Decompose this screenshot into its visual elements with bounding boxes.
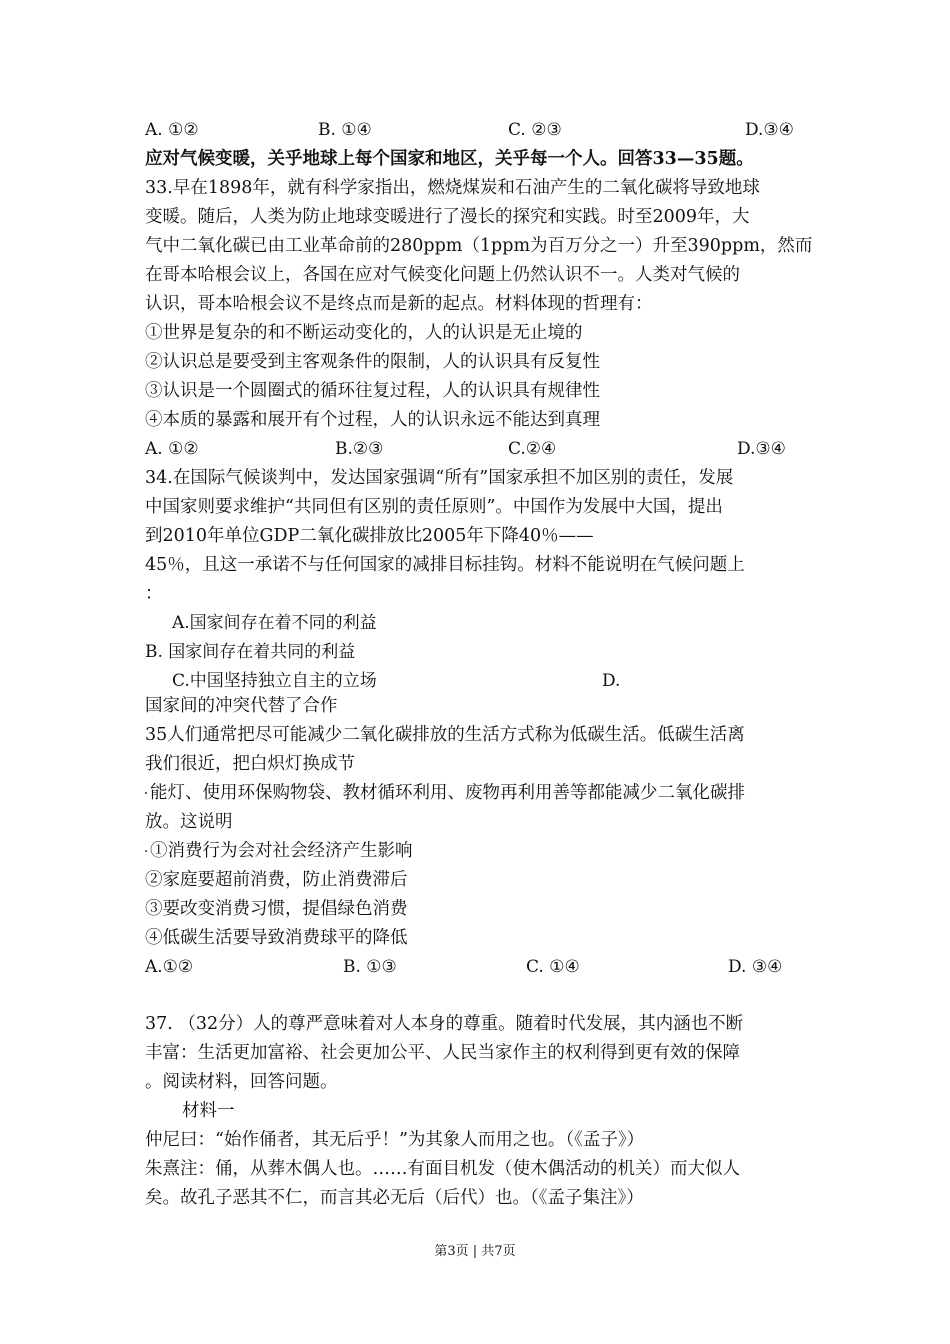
q33-option-b: B.②③	[335, 439, 384, 459]
q34-option-c: C.中国坚持独立自主的立场	[172, 671, 377, 691]
q34-line: ：	[145, 584, 163, 604]
q35-line: 35人们通常把尽可能减少二氧化碳排放的生活方式称为低碳生活。低碳生活离	[145, 725, 745, 745]
q35-line: 放。这说明	[145, 812, 233, 832]
q32-option-c: C. ②③	[508, 120, 562, 140]
q33-statement: ①世界是复杂的和不断运动变化的，人的认识是无止境的	[145, 323, 583, 343]
q34-line: 34.在国际气候谈判中，发达国家强调“所有”国家承担不加区别的责任，发展	[145, 468, 734, 488]
scan-mark	[145, 792, 147, 794]
q34-line: 中国家则要求维护“共同但有区别的责任原则”。中国作为发展中大国，提出	[145, 497, 723, 517]
q33-line: 变暖。随后，人类为防止地球变暖进行了漫长的探究和实践。时至2009年，大	[145, 207, 750, 227]
q37-line: 丰富：生活更加富裕、社会更加公平、人民当家作主的权利得到更有效的保障	[145, 1043, 740, 1063]
q34-line: 到2010年单位GDP二氧化碳排放比2005年下降40％——	[145, 526, 594, 546]
q34-option-d-text: 国家间的冲突代替了合作	[145, 696, 338, 716]
q33-line: 在哥本哈根会议上，各国在应对气候变化问题上仍然认识不一。人类对气候的	[145, 265, 740, 285]
q33-line: 气中二氧化碳已由工业革命前的280ppm（1ppm为百万分之一）升至390ppm，然而	[145, 236, 813, 256]
q34-option-a: A.国家间存在着不同的利益	[172, 613, 377, 633]
q37-line: 。阅读材料，回答问题。	[145, 1072, 338, 1092]
q33-statement: ②认识总是要受到主客观条件的限制，人的认识具有反复性	[145, 352, 600, 372]
page-footer: 第3页 | 共7页	[434, 1244, 516, 1259]
q35-statement: ③要改变消费习惯，提倡绿色消费	[145, 899, 408, 919]
q35-option-b: B. ①③	[343, 957, 397, 977]
q34-option-d: D.	[602, 671, 621, 691]
q33-line: 33.早在1898年，就有科学家指出，燃烧煤炭和石油产生的二氧化碳将导致地球	[145, 178, 760, 198]
q35-statement: ②家庭要超前消费，防止消费滞后	[145, 870, 408, 890]
q33-option-d: D.③④	[737, 439, 786, 459]
q35-statement: ①消费行为会对社会经济产生影响	[150, 841, 413, 861]
q32-option-b: B. ①④	[318, 120, 372, 140]
q33-line: 认识，哥本哈根会议不是终点而是新的起点。材料体现的哲理有：	[145, 294, 653, 314]
q37-line: 37. （32分）人的尊严意味着对人本身的尊重。随着时代发展，其内涵也不断	[145, 1014, 744, 1034]
q35-line: 我们很近，把白炽灯换成节	[145, 754, 355, 774]
q32-option-a: A. ①②	[145, 120, 199, 140]
q35-option-a: A.①②	[145, 957, 194, 977]
scan-mark	[145, 850, 147, 852]
quote-line: 矣。故孔子恶其不仁，而言其必无后（后代）也。（《孟子集注》）	[145, 1188, 644, 1208]
quote-line: 朱熹注：俑，从葬木偶人也。……有面目机发（使木偶活动的机关）而大似人	[145, 1159, 740, 1179]
material-intro: 应对气候变暖，关乎地球上每个国家和地区，关乎每一个人。回答33—35题。	[145, 149, 754, 169]
quote-line: 仲尼曰：“始作俑者，其无后乎！”为其象人而用之也。（《孟子》）	[145, 1130, 645, 1150]
q33-option-c: C.②④	[508, 439, 557, 459]
q35-line: 能灯、使用环保购物袋、教材循环利用、废物再利用善等都能减少二氧化碳排	[150, 783, 745, 803]
q33-statement: ④本质的暴露和展开有个过程，人的认识永远不能达到真理	[145, 410, 600, 430]
q33-option-a: A. ①②	[145, 439, 199, 459]
q35-option-d: D. ③④	[728, 957, 783, 977]
q32-option-d: D.③④	[745, 120, 794, 140]
q35-option-c: C. ①④	[526, 957, 580, 977]
q35-statement: ④低碳生活要导致消费球平的降低	[145, 928, 408, 948]
q34-line: 45％，且这一承诺不与任何国家的减排目标挂钩。材料不能说明在气候问题上	[145, 555, 745, 575]
q33-statement: ③认识是一个圆圈式的循环往复过程，人的认识具有规律性	[145, 381, 600, 401]
q34-option-b: B. 国家间存在着共同的利益	[145, 642, 356, 662]
material-label: 材料一	[182, 1101, 235, 1121]
